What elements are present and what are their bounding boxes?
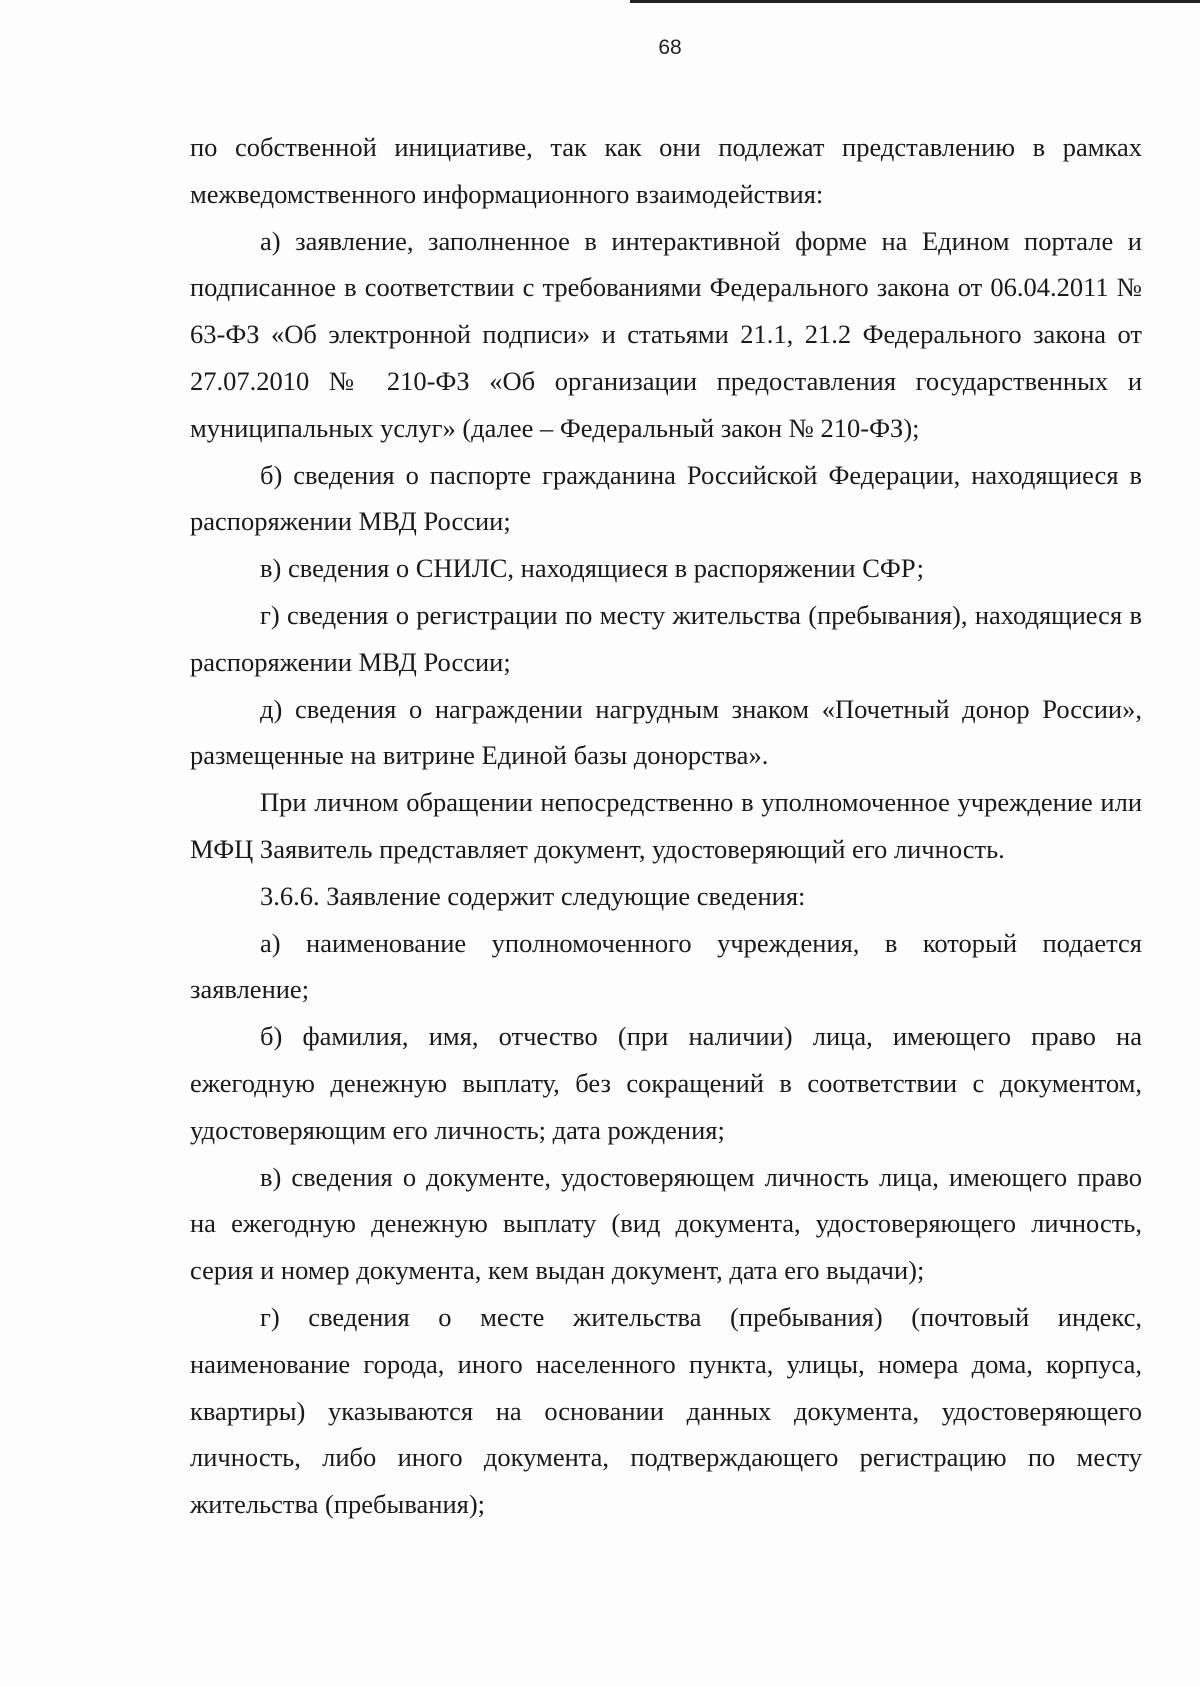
paragraph-section-3-6-6: 3.6.6. Заявление содержит следующие сведения: [260,880,806,911]
paragraph-item-a-application: а) заявление, заполненное в интерактивной форме на Едином портале и подписанное в соответствии с требованиями Федерального закона от 06.04.2011 № 63-ФЗ «Об электронной подписи» и статьями 21.1, 21.2 Федерального закона от 27.07.2010 № 210-ФЗ «Об организации предоставления государственных и муниципальных услуг» (далее – Федеральный закон № 210-ФЗ); [190,225,1142,443]
document-body [190,124,1142,1528]
page-number: 68 [658,36,682,59]
paragraph-item-g-residence: г) сведения о месте жительства (пребывания) (почтовый индекс, наименование города, иного населенного пункта, улицы, номера дома, корпуса, квартиры) указываются на основании данных документа, удостоверяющего личность, либо иного документа, подтверждающего регистрацию по месту жительства (пребывания); [190,1301,1142,1520]
paragraph-item-a-institution-name: а) наименование уполномоченного учреждения, в который подается заявление; [190,927,1142,1005]
top-edge-rule [630,0,1200,3]
paragraph-personal-appeal: При личном обращении непосредственно в уполномоченное учреждение или МФЦ Заявитель представляет документ, удостоверяющий его личность. [190,787,1142,864]
paragraph-continuation: по собственной инициативе, так как они подлежат представлению в рамках межведомственного информационного взаимодействия: [190,132,1142,209]
paragraph-item-d-donor-badge: д) сведения о награждении нагрудным знаком «Почетный донор России», размещенные на витрине Единой базы донорства». [190,693,1142,771]
paragraph-item-g-registration: г) сведения о регистрации по месту жительства (пребывания), находящиеся в распоряжении МВД России; [190,599,1142,677]
paragraph-item-v-snils: в) сведения о СНИЛС, находящиеся в распоряжении СФР; [260,553,924,584]
paragraph-item-b-passport: б) сведения о паспорте гражданина Российской Федерации, находящиеся в распоряжении МВД России; [190,459,1142,537]
paragraph-item-v-identity-document: в) сведения о документе, удостоверяющем личность лица, имеющего право на ежегодную денежную выплату (вид документа, удостоверяющего личность, серия и номер документа, кем выдан документ, дата его выдачи); [190,1161,1142,1286]
paragraph-item-b-full-name: б) фамилия, имя, отчество (при наличии) лица, имеющего право на ежегодную денежную выплату, без сокращений в соответствии с документом, удостоверяющим его личность; дата рождения; [190,1021,1142,1145]
